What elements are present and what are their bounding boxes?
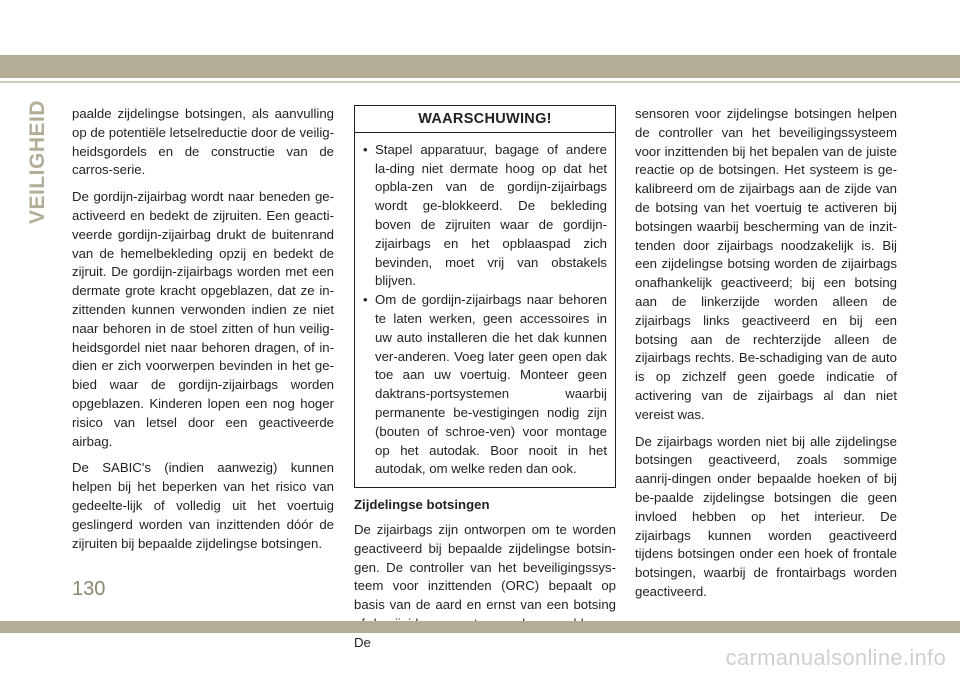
column-right	[635, 105, 897, 610]
warning-item-text: Om de gordijn-zijairbags naar behoren te laten werken, geen accessoires in uw auto installeren die het dak kunnen ver-anderen. Voeg later geen open dak toe aan uw voertuig. Monteer geen daktrans-portsystemen waarbij permanente be-vestigingen nodig zijn (bouten of schroe-ven) voor montage op het autodak. Boor nooit in het autodak, om welke reden dan ook.	[375, 292, 607, 477]
paragraph: sensoren voor zijdelingse botsingen helpen de controller van het beveiligingssysteem voor inzittenden bij het bepalen van de juiste reactie op de botsingen. Het systeem is ge-kalibreerd om de zijairbags aan de zijde van de botsing van het voertuig te activeren bij botsingen waarbij bescherming van de inzit-tenden door zijairbags noodzakelijk is. Bij een zijdelingse botsing worden de zijairbags onafhankelijk geactiveerd; bij een botsing aan de linkerzijde worden alleen de zijairbags links geactiveerd en bij een botsing aan de rechterzijde alleen de zijairbags rechts. Be-schadiging van de auto is op zichzelf geen goede indicatie of activering van de zijairbags al dan niet vereist was.	[635, 106, 897, 422]
warning-box	[354, 105, 616, 488]
bullet-icon: •	[363, 141, 368, 157]
warning-title: WAARSCHUWING!	[355, 106, 615, 133]
header-band	[0, 55, 960, 78]
warning-item-text: Stapel apparatuur, bagage of andere la-ding niet dermate hoog op dat het opbla-zen van de gordijn-zijairbags wordt ge-blokkeerd. De bekleding boven de zijruiten waar de gordijn-zijairbags en het opblaaspad zich bevinden, moet vrij van obstakels blijven.	[375, 141, 607, 289]
section-tab-label: VEILIGHEID	[26, 99, 49, 225]
paragraph: De zijairbags worden niet bij alle zijdelingse botsingen geactiveerd, zoals sommige aanrij-dingen onder bepaalde hoeken of bij be-paalde zijdelingse botsingen die geen invloed hebben op het interieur. De zijairbags kunnen worden geactiveerd tijdens botsingen onder een hoek of frontale botsingen, waarbij de frontairbags worden geactiveerd.	[635, 433, 897, 599]
warning-item	[361, 291, 607, 479]
paragraph: De zijairbags zijn ontworpen om te worden geactiveerd bij bepaalde zijdelingse botsin-gen. De controller van het beveiligingssys-teem voor inzittenden (ORC) bepaalt op basis van de aard en ernst van een botsing De	[354, 521, 616, 650]
paragraph: De gordijn-zijairbag wordt naar beneden ge-activeerd en bedekt de zijruiten. Een geacti-veerde gordijn-zijairbag drukt de buitenrand van de hemelbekleding opzij en bedekt de zijruit. De gordijn-zijairbags worden met een dermate grote kracht opgeblazen, dat ze in-zittenden kunnen verwonden indien ze niet naar behoren in de stoel zitten of hun veilig-heidsgordel niet naar behoren dragen, of in-dien er zich voorwerpen bevinden in het ge-bied waar de gordijn-zijairbags worden opgeblazen. Kinderen lopen een nog hoger risico van letsel door een geactiveerde airbag.	[72, 189, 334, 449]
column-left	[72, 105, 334, 561]
watermark: carmanualsonline.info	[725, 645, 946, 670]
paragraph: De SABIC's (indien aanwezig) kunnen helpen bij het beperken van het risico van gedeelte-lijk of volledig uit het voertuig geslingerd worden van inzittenden dóór de zijruiten bij bepaalde zijdelingse botsingen.	[72, 460, 334, 551]
column-middle	[354, 105, 616, 661]
warning-list	[355, 133, 615, 487]
footer-band	[0, 621, 960, 633]
page-number: 130	[72, 578, 106, 600]
bullet-icon: •	[363, 292, 368, 308]
header-rule	[0, 81, 960, 83]
section-tab	[22, 99, 54, 225]
warning-item	[361, 141, 607, 291]
section-heading: Zijdelingse botsingen	[354, 497, 490, 513]
paragraph: paalde zijdelingse botsingen, als aanvulling op de potentiële letselreductie door de veilig-heidsgordels en de constructie van de carros-serie.	[72, 106, 334, 178]
